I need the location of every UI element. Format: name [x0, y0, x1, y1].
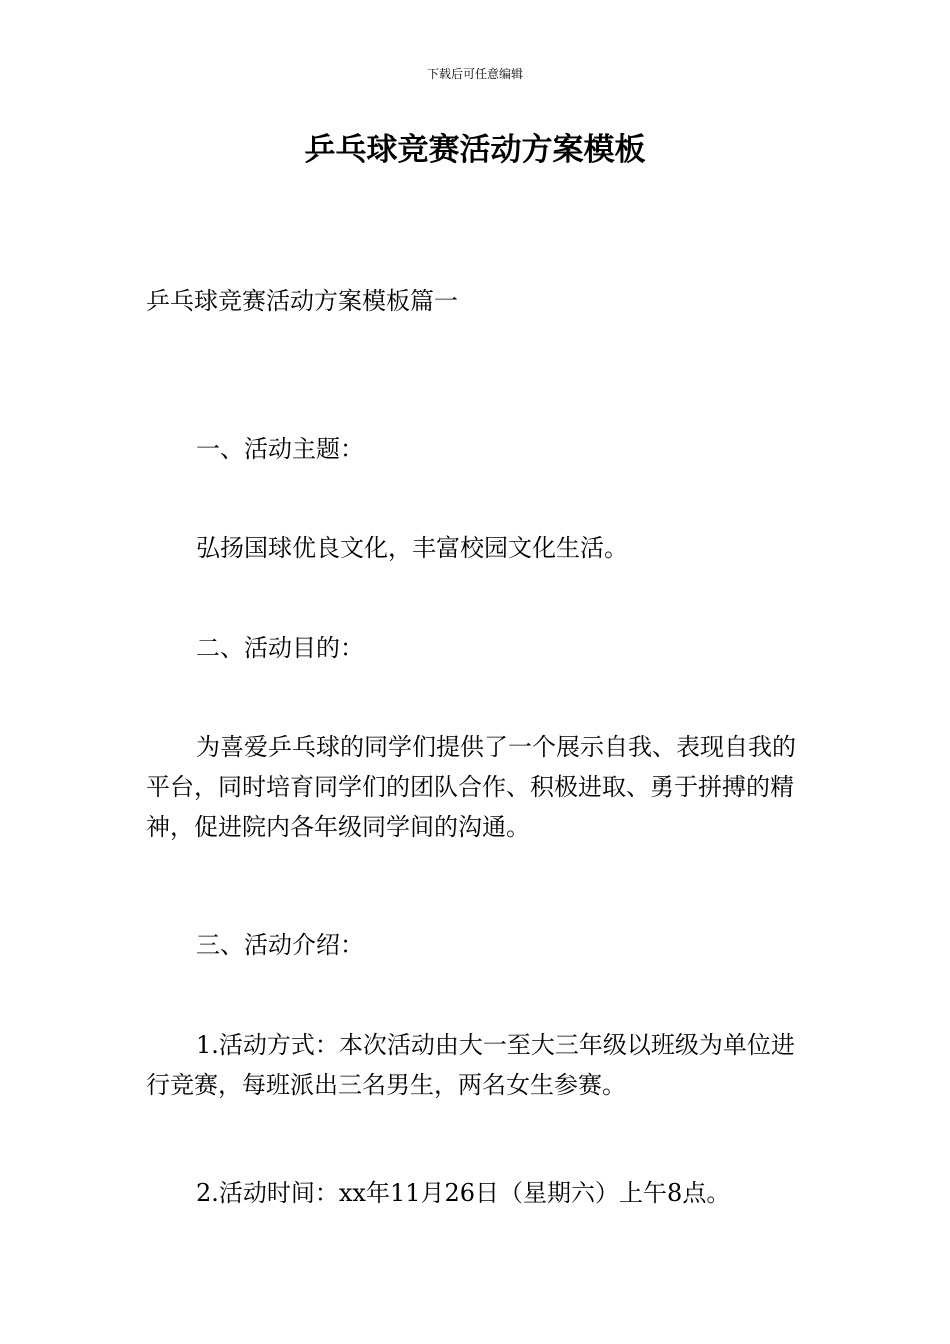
paragraph-activity-purpose: 为喜爱乒乓球的同学们提供了一个展示自我、表现自我的平台，同时培育同学们的团队合作、积极进取、勇于拼搏的精神，促进院内各年级同学间的沟通。 — [146, 733, 796, 841]
section-subtitle: 乒乓球竞赛活动方案模板篇一 — [146, 287, 458, 315]
document-title: 乒乓球竞赛活动方案模板 — [304, 132, 646, 168]
heading-activity-intro: 三、活动介绍： — [196, 931, 364, 959]
paragraph-activity-time: 2.活动时间：xx年11月26日（星期六）上午8点。 — [196, 1179, 731, 1207]
paragraph-activity-theme: 弘扬国球优良文化，丰富校园文化生活。 — [196, 534, 628, 562]
header-note: 下载后可任意编辑 — [426, 67, 523, 81]
paragraph-activity-method: 1.活动方式：本次活动由大一至大三年级以班级为单位进行竞赛，每班派出三名男生，两名女生参赛。 — [146, 1031, 795, 1099]
heading-activity-theme: 一、活动主题： — [196, 435, 364, 463]
heading-activity-purpose: 二、活动目的： — [196, 634, 364, 662]
